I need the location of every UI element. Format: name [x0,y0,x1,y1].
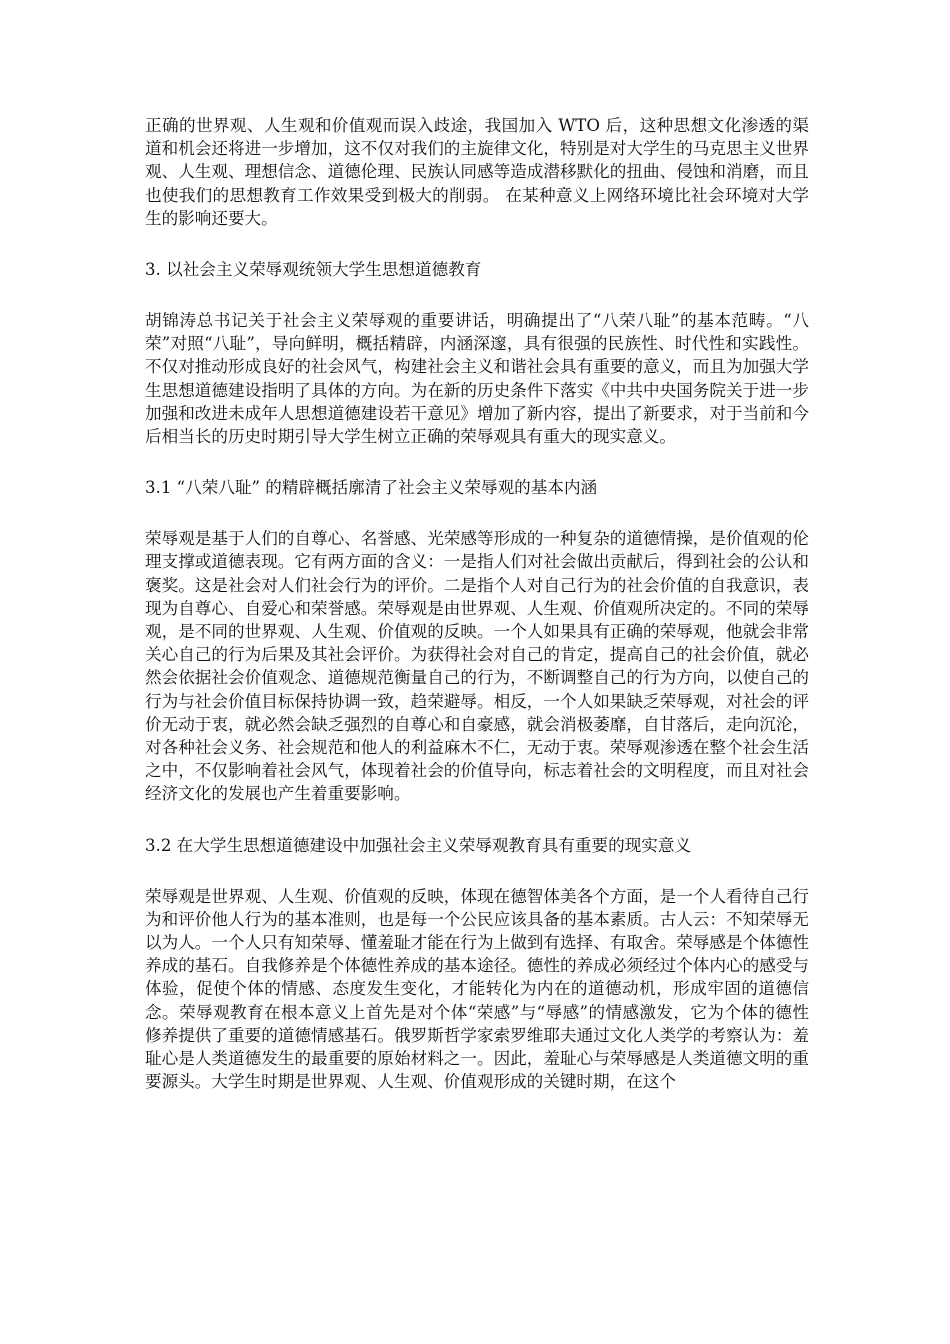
paragraph-honor-concept: 荣辱观是基于人们的自尊心、名誉感、光荣感等形成的一种复杂的道德情操，是价值观的伦理支撑或道德表现。它有两方面的含义：一是指人们对社会做出贡献后，得到社会的公认和褒奖。这是社会对人们社会行为的评价。二是指个人对自己行为的社会价值的自我意识，表现为自尊心、自爱心和荣誉感。荣辱观是由世界观、人生观、价值观所决定的。不同的荣辱观，是不同的世界观、人生观、价值观的反映。一个人如果具有正确的荣辱观，他就会非常关心自己的行为后果及其社会评价。为获得社会对自己的肯定，提高自己的社会价值，就必然会依据社会价值观念、道德规范衡量自己的行为，不断调整自己的行为方向，以使自己的行为与社会价值目标保持协调一致，趋荣避辱。相反，一个人如果缺乏荣辱观，对社会的评价无动于衷，就必然会缺乏强烈的自尊心和自豪感，就会消极萎靡，自甘落后，走向沉沦，对各种社会义务、社会规范和他人的利益麻木不仁，无动于衷。荣辱观渗透在整个社会生活之中，不仅影响着社会风气，体现着社会的价值导向，标志着社会的文明程度，而且对社会经济文化的发展也产生着重要影响。 [145,529,809,804]
paragraph-practical-significance: 荣辱观是世界观、人生观、价值观的反映，体现在德智体美各个方面，是一个人看待自己行为和评价他人行为的基本准则，也是每一个公民应该具备的基本素质。古人云：不知荣辱无以为人。一个人只有知荣辱、懂羞耻才能在行为上做到有选择、有取舍。荣辱感是个体德性养成的基石。自我修养是个体德性养成的基本途径。德性的养成必须经过个体内心的感受与体验，促使个体的情感、态度发生变化，才能转化为内在的道德动机，形成牢固的道德信念。荣辱观教育在根本意义上首先是对个体“荣感”与“辱感”的情感激发，它为个体的德性修养提供了重要的道德情感基石。俄罗斯哲学家索罗维耶夫通过文化人类学的考察认为：羞耻心是人类道德发生的最重要的原始材料之一。因此，羞耻心与荣辱感是人类道德文明的重要源头。大学生时期是世界观、人生观、价值观形成的关键时期，在这个 [145,886,809,1092]
document-page [145,114,809,1122]
section-heading-3-2: 3.2 在大学生思想道德建设中加强社会主义荣辱观教育具有重要的现实意义 [145,835,692,855]
paragraph-eight-honors: 胡锦涛总书记关于社会主义荣辱观的重要讲话，明确提出了“八荣八耻”的基本范畴。“八荣”对照“八耻”，导向鲜明，概括精辟，内涵深邃，具有很强的民族性、时代性和实践性。不仅对推动形成良好的社会风气，构建社会主义和谐社会具有重要的意义，而且为加强大学生思想道德建设指明了具体的方向。为在新的历史条件下落实《中共中央国务院关于进一步加强和改进未成年人思想道德建设若干意见》增加了新内容，提出了新要求，对于当前和今后相当长的历史时期引导大学生树立正确的荣辱观具有重大的现实意义。 [145,311,809,447]
paragraph-network-influence: 正确的世界观、人生观和价值观而误入歧途，我国加入 WTO 后，这种思想文化渗透的渠道和机会还将进一步增加，这不仅对我们的主旋律文化，特别是对大学生的马克思主义世界观、人生观、理想信念、道德伦理、民族认同感等造成潜移默化的扭曲、侵蚀和消磨，而且也使我们的思想教育工作效果受到极大的削弱。 在某种意义上网络环境比社会环境对大学生的影响还要大。 [145,116,809,228]
section-heading-3-1: 3.1 “八荣八耻” 的精辟概括廓清了社会主义荣辱观的基本内涵 [145,478,598,498]
section-heading-3: 3. 以社会主义荣辱观统领大学生思想道德教育 [145,260,482,280]
